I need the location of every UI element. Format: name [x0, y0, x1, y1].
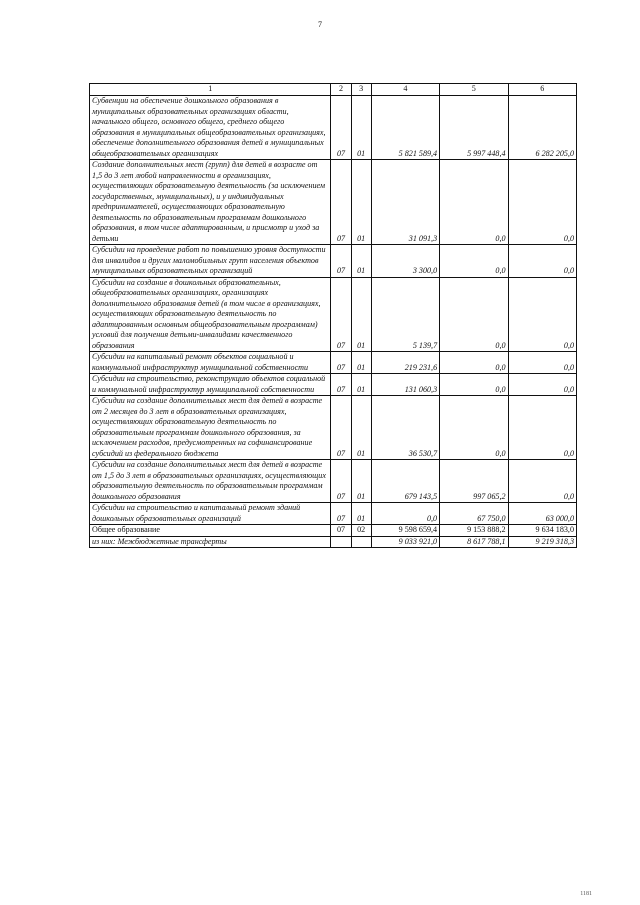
- table-row: [90, 525, 577, 537]
- subsection-code-cell: 01: [351, 245, 371, 278]
- header-cell: 4: [371, 84, 439, 96]
- amount-year3-cell: 0,0: [508, 277, 576, 352]
- subsection-code-cell: 01: [351, 460, 371, 503]
- table-row: [90, 396, 577, 460]
- amount-year1-cell: 9 598 659,4: [371, 525, 439, 537]
- row-name-cell: Субсидии на создание в дошкольных образовательных, общеобразовательных организациях, организациях дополнительного образования детей (в том числе в организациях, осуществляющих образовательную деятельность по адаптированным основным общеобразовательным программам) условий для получения детьми-инвалидами качественного образования: [90, 277, 331, 352]
- subsection-code-cell: 01: [351, 352, 371, 374]
- table-row: [90, 503, 577, 525]
- footer-mark: 1181: [580, 891, 592, 897]
- table-header-row: [90, 84, 577, 96]
- amount-year3-cell: 63 000,0: [508, 503, 576, 525]
- amount-year1-cell: 5 139,7: [371, 277, 439, 352]
- table-row: [90, 374, 577, 396]
- row-name-cell: из них: Межбюджетные трансферты: [90, 536, 331, 548]
- page-number: 7: [318, 20, 322, 29]
- amount-year3-cell: 9 219 318,3: [508, 536, 576, 548]
- section-code-cell: 07: [331, 277, 351, 352]
- row-name-cell: Субсидии на создание дополнительных мест для детей в возрасте от 2 месяцев до 3 лет в образовательных организациях, осуществляющих образовательную деятельность по образовательным программам дошкольного образования, за исключением расходов, предусмотренных на софинансирование субсидий из федерального бюджета: [90, 396, 331, 460]
- amount-year2-cell: 0,0: [440, 374, 508, 396]
- amount-year3-cell: 0,0: [508, 160, 576, 245]
- table-row: [90, 160, 577, 245]
- section-code-cell: 07: [331, 396, 351, 460]
- header-cell: 1: [90, 84, 331, 96]
- table-row: [90, 245, 577, 278]
- table-row: [90, 352, 577, 374]
- amount-year3-cell: 0,0: [508, 460, 576, 503]
- header-cell: 5: [440, 84, 508, 96]
- section-code-cell: 07: [331, 352, 351, 374]
- subsection-code-cell: 02: [351, 525, 371, 537]
- header-cell: 2: [331, 84, 351, 96]
- amount-year3-cell: 0,0: [508, 352, 576, 374]
- subsection-code-cell: 01: [351, 96, 371, 160]
- amount-year1-cell: 219 231,6: [371, 352, 439, 374]
- amount-year1-cell: 5 821 589,4: [371, 96, 439, 160]
- amount-year2-cell: 8 617 788,1: [440, 536, 508, 548]
- amount-year2-cell: 0,0: [440, 160, 508, 245]
- header-cell: 6: [508, 84, 576, 96]
- amount-year1-cell: 36 530,7: [371, 396, 439, 460]
- row-name-cell: Субсидии на проведение работ по повышению уровня доступности для инвалидов и других маломобильных групп населения объектов муниципальных образовательных организаций: [90, 245, 331, 278]
- amount-year1-cell: 9 033 921,0: [371, 536, 439, 548]
- row-name-cell: Общее образование: [90, 525, 331, 537]
- amount-year3-cell: 0,0: [508, 374, 576, 396]
- row-name-cell: Субсидии на капитальный ремонт объектов социальной и коммунальной инфраструктур муниципальной собственности: [90, 352, 331, 374]
- amount-year2-cell: 997 065,2: [440, 460, 508, 503]
- subsection-code-cell: 01: [351, 503, 371, 525]
- amount-year2-cell: 0,0: [440, 396, 508, 460]
- subsection-code-cell: 01: [351, 277, 371, 352]
- subsection-code-cell: 01: [351, 160, 371, 245]
- table-row: [90, 460, 577, 503]
- section-code-cell: 07: [331, 460, 351, 503]
- section-code-cell: [331, 536, 351, 548]
- amount-year3-cell: 0,0: [508, 396, 576, 460]
- row-name-cell: Создание дополнительных мест (групп) для детей в возрасте от 1,5 до 3 лет любой направленности в организациях, осуществляющих образовательную деятельность (за исключением государственных, муниципальных), и у индивидуальных предпринимателей, осуществляющих образовательную деятельность по образовательным программам дошкольного образования, в том числе адаптированным, и присмотр и уход за детьми: [90, 160, 331, 245]
- amount-year1-cell: 0,0: [371, 503, 439, 525]
- amount-year3-cell: 0,0: [508, 245, 576, 278]
- amount-year2-cell: 0,0: [440, 245, 508, 278]
- amount-year3-cell: 6 282 205,0: [508, 96, 576, 160]
- budget-table: [89, 83, 577, 548]
- section-code-cell: 07: [331, 503, 351, 525]
- amount-year2-cell: 67 750,0: [440, 503, 508, 525]
- table-row: [90, 536, 577, 548]
- row-name-cell: Субвенции на обеспечение дошкольного образования в муниципальных образовательных организациях области, начального общего, основного общего, среднего общего образования в муниципальных общеобразовательных организациях, обеспечение дополнительного образования детей в муниципальных общеобразовательных организациях: [90, 96, 331, 160]
- section-code-cell: 07: [331, 525, 351, 537]
- subsection-code-cell: 01: [351, 374, 371, 396]
- row-name-cell: Субсидии на строительство и капитальный ремонт зданий дошкольных образовательных организаций: [90, 503, 331, 525]
- table-row: [90, 96, 577, 160]
- amount-year2-cell: 9 153 888,2: [440, 525, 508, 537]
- section-code-cell: 07: [331, 245, 351, 278]
- amount-year1-cell: 131 060,3: [371, 374, 439, 396]
- amount-year1-cell: 31 091,3: [371, 160, 439, 245]
- amount-year2-cell: 5 997 448,4: [440, 96, 508, 160]
- row-name-cell: Субсидии на строительство, реконструкцию объектов социальной и коммунальной инфраструктур муниципальной собственности: [90, 374, 331, 396]
- amount-year1-cell: 3 300,0: [371, 245, 439, 278]
- row-name-cell: Субсидии на создание дополнительных мест для детей в возрасте от 1,5 до 3 лет в образовательных организациях, осуществляющих образовательную деятельность по образовательным программам дошкольного образования: [90, 460, 331, 503]
- header-cell: 3: [351, 84, 371, 96]
- amount-year2-cell: 0,0: [440, 352, 508, 374]
- subsection-code-cell: [351, 536, 371, 548]
- section-code-cell: 07: [331, 96, 351, 160]
- table-row: [90, 277, 577, 352]
- amount-year2-cell: 0,0: [440, 277, 508, 352]
- amount-year3-cell: 9 634 183,0: [508, 525, 576, 537]
- section-code-cell: 07: [331, 374, 351, 396]
- section-code-cell: 07: [331, 160, 351, 245]
- subsection-code-cell: 01: [351, 396, 371, 460]
- amount-year1-cell: 679 143,5: [371, 460, 439, 503]
